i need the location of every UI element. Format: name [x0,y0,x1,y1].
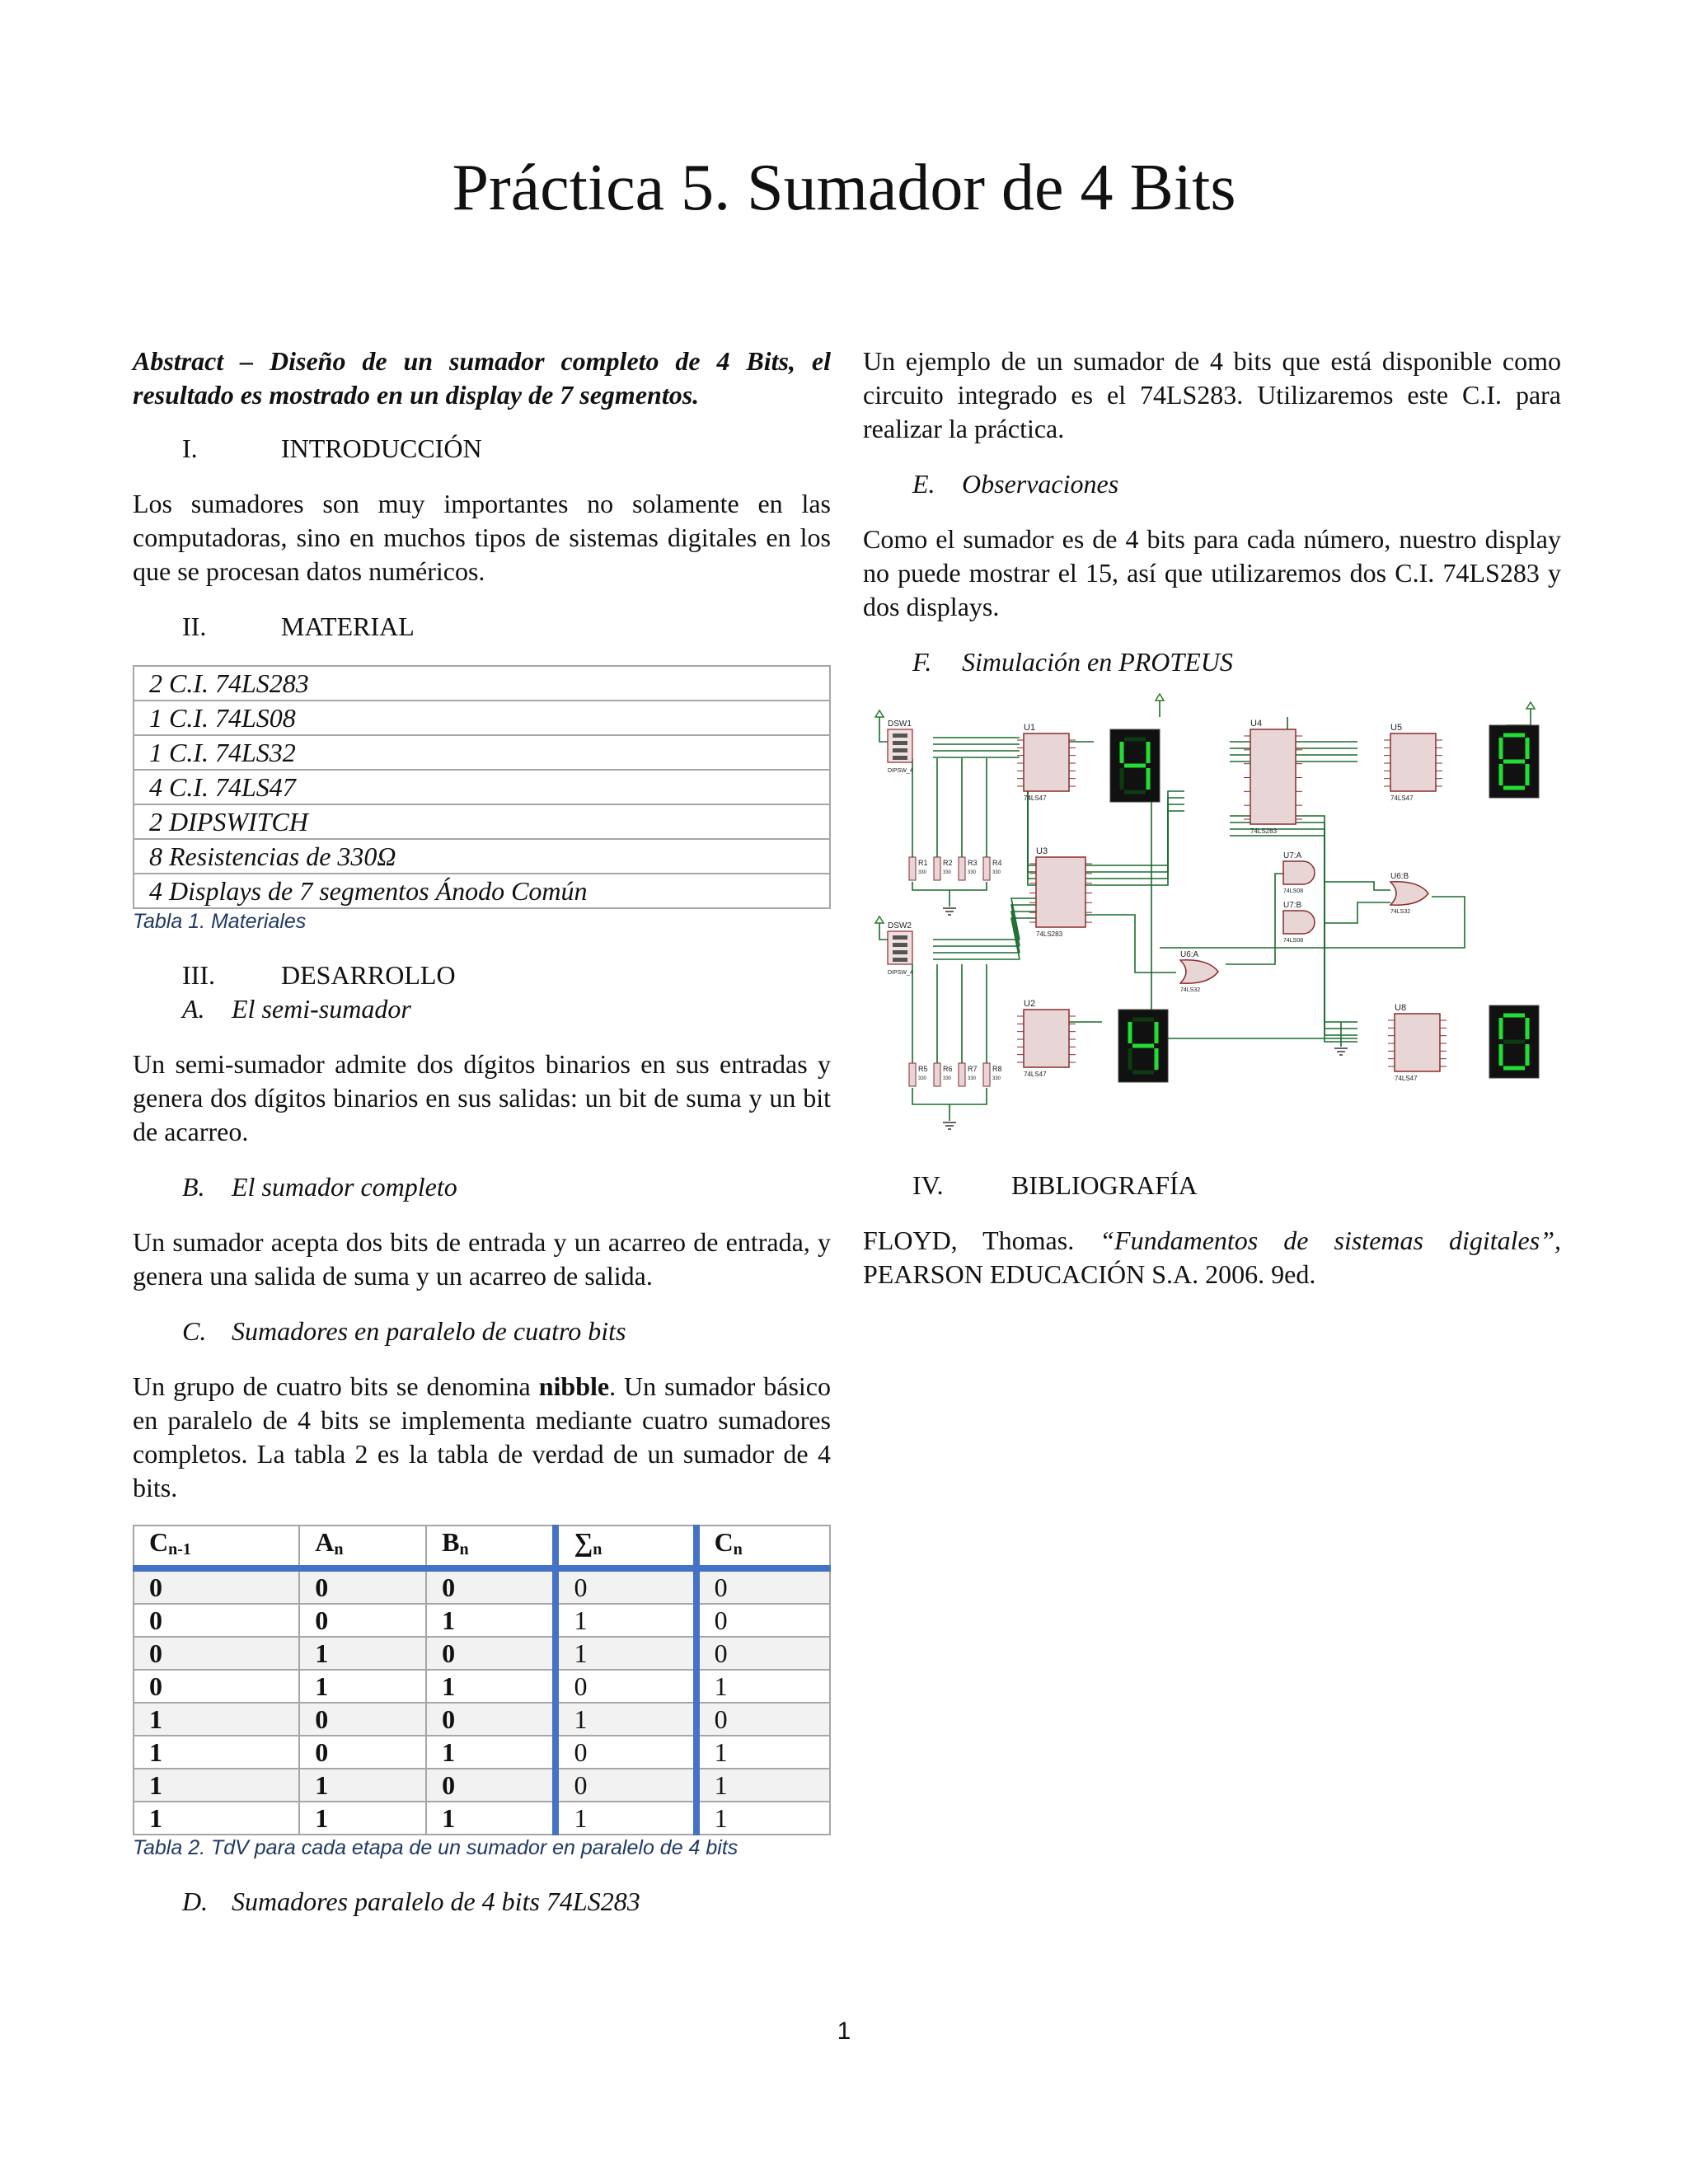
subsection-number: D. [182,1886,209,1916]
chip-body [1036,857,1085,927]
chip-label: U2 [1024,999,1036,1009]
chip-u1 [1017,723,1076,802]
chip-part: 74LS47 [1395,1075,1418,1082]
display-segment [1503,1066,1525,1071]
display-segment [1499,764,1503,785]
resistor [983,857,1002,880]
seven-segment-display [1110,729,1160,802]
subsection-number: F. [912,647,932,677]
resistor [959,1063,978,1086]
power-symbol [875,916,884,923]
or-gate-u6b [1390,872,1428,915]
ground-symbol [1334,1048,1348,1055]
chip-body [1390,733,1436,791]
seven-segment-display [1118,1009,1168,1082]
display-segment [1155,1022,1159,1043]
material-item: 1 C.I. 74LS08 [134,701,830,735]
header-symbol: A [315,1527,335,1557]
table-cell: 0 [134,1637,299,1670]
gate-part: 74LS32 [1390,909,1411,915]
subsection-number: A. [182,994,205,1024]
display-segment [1120,742,1124,763]
resistor-label: R2 [943,859,953,867]
subsection-number: C. [182,1316,207,1346]
subsection-title: Simulación en PROTEUS [962,647,1233,677]
table-cell: 0 [299,1736,426,1769]
table-cell: 0 [299,1568,426,1604]
nibble-term: nibble [538,1371,610,1401]
wire [1085,811,1184,885]
display-segment [1526,764,1530,785]
display-segment [1526,1044,1530,1066]
gate-label: U6:A [1180,950,1199,959]
header-symbol: C [149,1527,169,1557]
resistor-body [983,1063,990,1086]
material-item: 4 Displays de 7 segmentos Ánodo Común [134,874,830,908]
truth-table [133,1525,831,1835]
header-symbol: C [714,1527,734,1557]
table-cell: 0 [299,1604,426,1637]
table-cell: 1 [134,1703,299,1736]
display-segment [1503,1040,1525,1044]
section-number: II. [182,612,207,641]
right-column [863,344,1561,1291]
table-cell: 1 [134,1736,299,1769]
section-number: III. [182,960,215,990]
section-bibliografia-heading [863,1169,1561,1202]
page-number: 1 [837,2018,851,2045]
display-segment [1155,1048,1159,1070]
material-item: 2 C.I. 74LS283 [134,666,830,701]
subsection-b-heading [133,1170,831,1204]
display-segment [1526,738,1530,759]
subsection-c-heading [133,1315,831,1348]
display-segment [1124,790,1146,794]
paralelo-paragraph [133,1370,831,1505]
sumador-completo-paragraph: Un sumador acepta dos bits de entrada y un acarreo de entrada, y genera una salida de suma y un acarreo de salida. [133,1227,831,1291]
section-number: I. [182,434,198,463]
display-segment [1503,1014,1525,1018]
subsection-title: Observaciones [962,469,1119,499]
chip-label: U8 [1395,1003,1407,1013]
resistor-value: 330 [943,870,952,875]
resistor-label: R7 [968,1065,978,1073]
switch-lever [893,943,907,947]
table-cell: 0 [426,1568,556,1604]
power-arrow [875,916,884,923]
resistor-label: R8 [992,1065,1002,1073]
header-symbol: ∑ [574,1527,593,1557]
gate-part: 74LS32 [1180,987,1201,993]
chip-u8 [1388,1003,1447,1082]
wire [1085,798,1184,872]
resistor-value: 330 [918,870,927,875]
resistor-body [909,1063,916,1086]
subsection-f-heading [863,645,1561,679]
table-cell: 0 [299,1703,426,1736]
seven-segment-display [1489,1005,1539,1078]
paragraph-text: Un grupo de cuatro bits se denomina [133,1371,539,1401]
table-cell: 0 [426,1637,556,1670]
switch-lever [893,741,907,745]
header-symbol: B [442,1527,460,1557]
gate-label: U6:B [1390,872,1409,881]
section-title: INTRODUCCIÓN [281,434,482,463]
switch-lever [893,756,907,760]
table-row [134,1736,830,1769]
gate-label: U7:B [1283,901,1302,910]
resistor-label: R3 [968,859,978,867]
table-cell: 1 [426,1736,556,1769]
bibliography-entry [863,1224,1561,1291]
gate-part: 74LS08 [1283,938,1304,944]
section-title: BIBLIOGRAFÍA [1011,1170,1198,1200]
header-subscript: n [733,1540,743,1558]
display-segment [1146,742,1151,763]
gate-label: U7:A [1283,851,1302,860]
resistor-value: 330 [992,870,1001,875]
truth-table-header [134,1526,299,1568]
resistor-label: R1 [918,859,928,867]
paragraph-text: . Un sumador básico en paralelo de 4 bits se implementa mediante cuatro sumadores completos. La tabla 2 es la tabla de verdad de un sumador de 4 bits. [133,1371,832,1502]
resistor-label: R5 [918,1065,928,1073]
table-row [134,1769,830,1802]
table-cell: 0 [556,1769,696,1802]
power-arrow [1156,694,1164,701]
resistor-value: 330 [992,1076,1001,1081]
material-item: 4 C.I. 74LS47 [134,770,830,804]
materials-table [133,665,831,909]
proteus-circuit-diagram [863,692,1561,1137]
display-segment [1132,1018,1154,1022]
power-arrow [1526,702,1535,709]
display-segment [1132,1044,1154,1048]
intro-paragraph: Los sumadores son muy importantes no solamente en las computadoras, sino en muchos tipos de sistemas digitales en los que se procesan datos numéricos. [133,489,831,586]
table-cell: 1 [426,1802,556,1835]
resistor-body [959,1063,965,1086]
switch-lever [893,935,907,940]
material-item: 2 DIPSWITCH [134,804,830,839]
resistor-body [909,857,916,880]
table-cell: 0 [426,1769,556,1802]
or-gate-u6a [1180,950,1218,993]
table-cell: 0 [556,1670,696,1703]
resistor [909,857,928,880]
table-cell: 1 [696,1802,830,1835]
dip-switch [888,921,913,976]
table-cell: 0 [134,1604,299,1637]
material-row [134,770,830,804]
ground-symbol [943,1122,956,1129]
table-cell: 1 [556,1637,696,1670]
material-row [134,666,830,701]
resistor [909,1063,928,1086]
chip-body [1024,733,1069,791]
table-cell: 0 [556,1736,696,1769]
table-cell: 1 [134,1802,299,1835]
table-cell: 0 [556,1568,696,1604]
switch-lever [893,748,907,752]
power-symbol [1526,702,1535,709]
resistor-value: 330 [943,1076,952,1081]
section-desarrollo-heading [133,958,831,992]
table-row [134,1802,830,1835]
display-segment [1132,1071,1154,1075]
subsection-number: B. [182,1172,205,1202]
display-segment [1499,738,1503,759]
material-item: 1 C.I. 74LS32 [134,735,830,770]
resistor [934,857,953,880]
bib-author: FLOYD, Thomas. [863,1226,1100,1255]
truth-table-header [426,1526,556,1568]
power-arrow [875,710,884,717]
section-intro-heading [133,432,831,466]
resistor-label: R4 [992,859,1002,867]
table-cell: 1 [299,1769,426,1802]
bib-title: “Fundamentos de sistemas digitales”, [1100,1226,1562,1255]
wire [1226,874,1283,964]
section-material-heading [133,610,831,644]
power-symbol [875,710,884,717]
table-row [134,1703,830,1736]
resistor-value: 330 [968,1076,977,1081]
wire [1085,915,1176,972]
wire [912,1088,987,1104]
bib-publisher: PEARSON EDUCACIÓN S.A. 2006. 9ed. [863,1259,1316,1289]
semi-sumador-paragraph: Un semi-sumador admite dos dígitos binarios en sus entradas y genera dos dígitos binarios en sus salidas: un bit de suma y un bit de acarreo. [133,1049,831,1146]
table-cell: 1 [134,1769,299,1802]
table-cell: 0 [696,1604,830,1637]
wire [1506,709,1531,725]
subsection-title: El semi-sumador [232,994,411,1024]
display-segment [1499,1044,1503,1066]
chip-label: U5 [1390,723,1403,733]
wire [1325,882,1390,890]
table-row [134,1670,830,1703]
material-row [134,701,830,735]
wire [912,882,987,890]
chip-body [1250,729,1296,824]
table-cell: 1 [696,1769,830,1802]
table-cell: 0 [426,1703,556,1736]
table-cell: 1 [556,1802,696,1835]
table-cell: 1 [299,1670,426,1703]
subsection-number: E. [912,469,935,499]
power-symbol [1156,694,1164,701]
chip-label: U3 [1036,846,1048,856]
chip-u2 [1017,999,1076,1078]
display-segment [1503,786,1525,790]
chip-part: 74LS47 [1024,794,1047,802]
chip-u5 [1384,723,1442,802]
display-segment [1128,1048,1132,1070]
resistor [959,857,978,880]
resistor-value: 330 [968,870,977,875]
left-column [133,344,831,1919]
table-cell: 1 [426,1670,556,1703]
chip-u4 [1244,719,1302,835]
switch-part: DIPSW_4 [888,970,913,976]
material-row [134,804,830,839]
display-segment [1128,1022,1132,1043]
gate-body [1390,882,1428,905]
table-cell: 1 [556,1604,696,1637]
subsection-a-heading [133,992,831,1026]
header-subscript: n [334,1540,344,1558]
gate-body [1283,911,1315,934]
section-title: MATERIAL [281,612,415,641]
wire [1085,804,1184,879]
subsection-d-heading [133,1885,831,1919]
header-subscript: n [459,1540,469,1558]
table-cell: 1 [556,1703,696,1736]
display-segment [1124,738,1146,742]
table-cell: 0 [696,1637,830,1670]
table-cell: 1 [426,1604,556,1637]
table-cell: 1 [299,1802,426,1835]
gate-body [1180,960,1218,983]
switch-label: DSW2 [888,921,912,930]
switch-label: DSW1 [888,719,912,729]
observaciones-paragraph: Como el sumador es de 4 bits para cada número, nuestro display no puede mostrar el 15, así que utilizaremos dos C.I. 74LS283 y dos displays. [863,524,1561,621]
chip-part: 74LS283 [1250,827,1278,835]
resistor-label: R6 [943,1065,953,1073]
header-subscript: n-1 [168,1540,191,1558]
subsection-title: Sumadores en paralelo de cuatro bits [232,1316,626,1346]
resistor-body [983,857,990,880]
and-gate-u7b [1283,901,1315,944]
table-row [134,1568,830,1604]
section-title: DESARROLLO [281,960,456,990]
header-subscript: n [593,1540,603,1558]
wire [1325,902,1390,923]
switch-lever [893,733,907,738]
switch-lever [893,950,907,954]
chip-u3 [1029,846,1092,938]
material-row [134,735,830,770]
table-cell: 0 [696,1568,830,1604]
subsection-title: Sumadores paralelo de 4 bits 74LS283 [232,1886,640,1916]
chip-part: 74LS47 [1390,794,1414,802]
switch-lever [893,958,907,962]
chip-label: U1 [1024,723,1036,733]
resistor [983,1063,1002,1086]
resistor-value: 330 [918,1076,927,1081]
chip-body [1395,1014,1440,1071]
resistor-body [934,857,940,880]
chip-part: 74LS47 [1024,1071,1047,1078]
gate-body [1283,861,1315,884]
chip-body [1024,1010,1069,1067]
display-segment [1120,768,1124,790]
material-row [134,839,830,874]
resistor [934,1063,953,1086]
gate-part: 74LS08 [1283,888,1304,894]
table-cell: 1 [696,1736,830,1769]
truth-table-header [556,1526,696,1568]
table-cell: 0 [696,1703,830,1736]
material-row [134,874,830,908]
resistor-body [959,857,965,880]
section-number: IV. [912,1170,944,1200]
74ls283-paragraph: Un ejemplo de un sumador de 4 bits que está disponible como circuito integrado es el 74LS283. Utilizaremos este C.I. para realizar la práctica. [863,346,1561,443]
and-gate-u7a [1283,851,1315,894]
truth-table-caption: Tabla 2. TdV para cada etapa de un sumador en paralelo de 4 bits [133,1836,738,1859]
table-row [134,1604,830,1637]
table-cell: 1 [696,1670,830,1703]
display-segment [1503,733,1525,738]
chip-label: U4 [1250,719,1263,729]
table-cell: 1 [299,1637,426,1670]
resistor-body [934,1063,940,1086]
subsection-e-heading [863,467,1561,501]
display-segment [1124,764,1146,768]
material-item: 8 Resistencias de 330Ω [134,839,830,874]
materials-caption: Tabla 1. Materiales [133,910,307,933]
abstract: Abstract – Diseño de un sumador completo de 4 Bits, el resultado es mostrado en un display de 7 segmentos. [133,346,831,410]
table-row [134,1637,830,1670]
page-title: Práctica 5. Sumador de 4 Bits [452,152,1236,224]
table-cell: 0 [134,1670,299,1703]
display-segment [1499,1018,1503,1039]
display-segment [1503,760,1525,764]
truth-table-header [299,1526,426,1568]
truth-table-header [696,1526,830,1568]
switch-part: DIPSW_4 [888,768,913,774]
display-segment [1526,1018,1530,1039]
seven-segment-display [1489,724,1539,798]
ground-symbol [943,908,956,915]
subsection-title: El sumador completo [232,1172,457,1202]
display-segment [1146,768,1151,790]
table-cell: 0 [134,1568,299,1604]
chip-part: 74LS283 [1036,930,1063,938]
dip-switch [888,719,913,774]
